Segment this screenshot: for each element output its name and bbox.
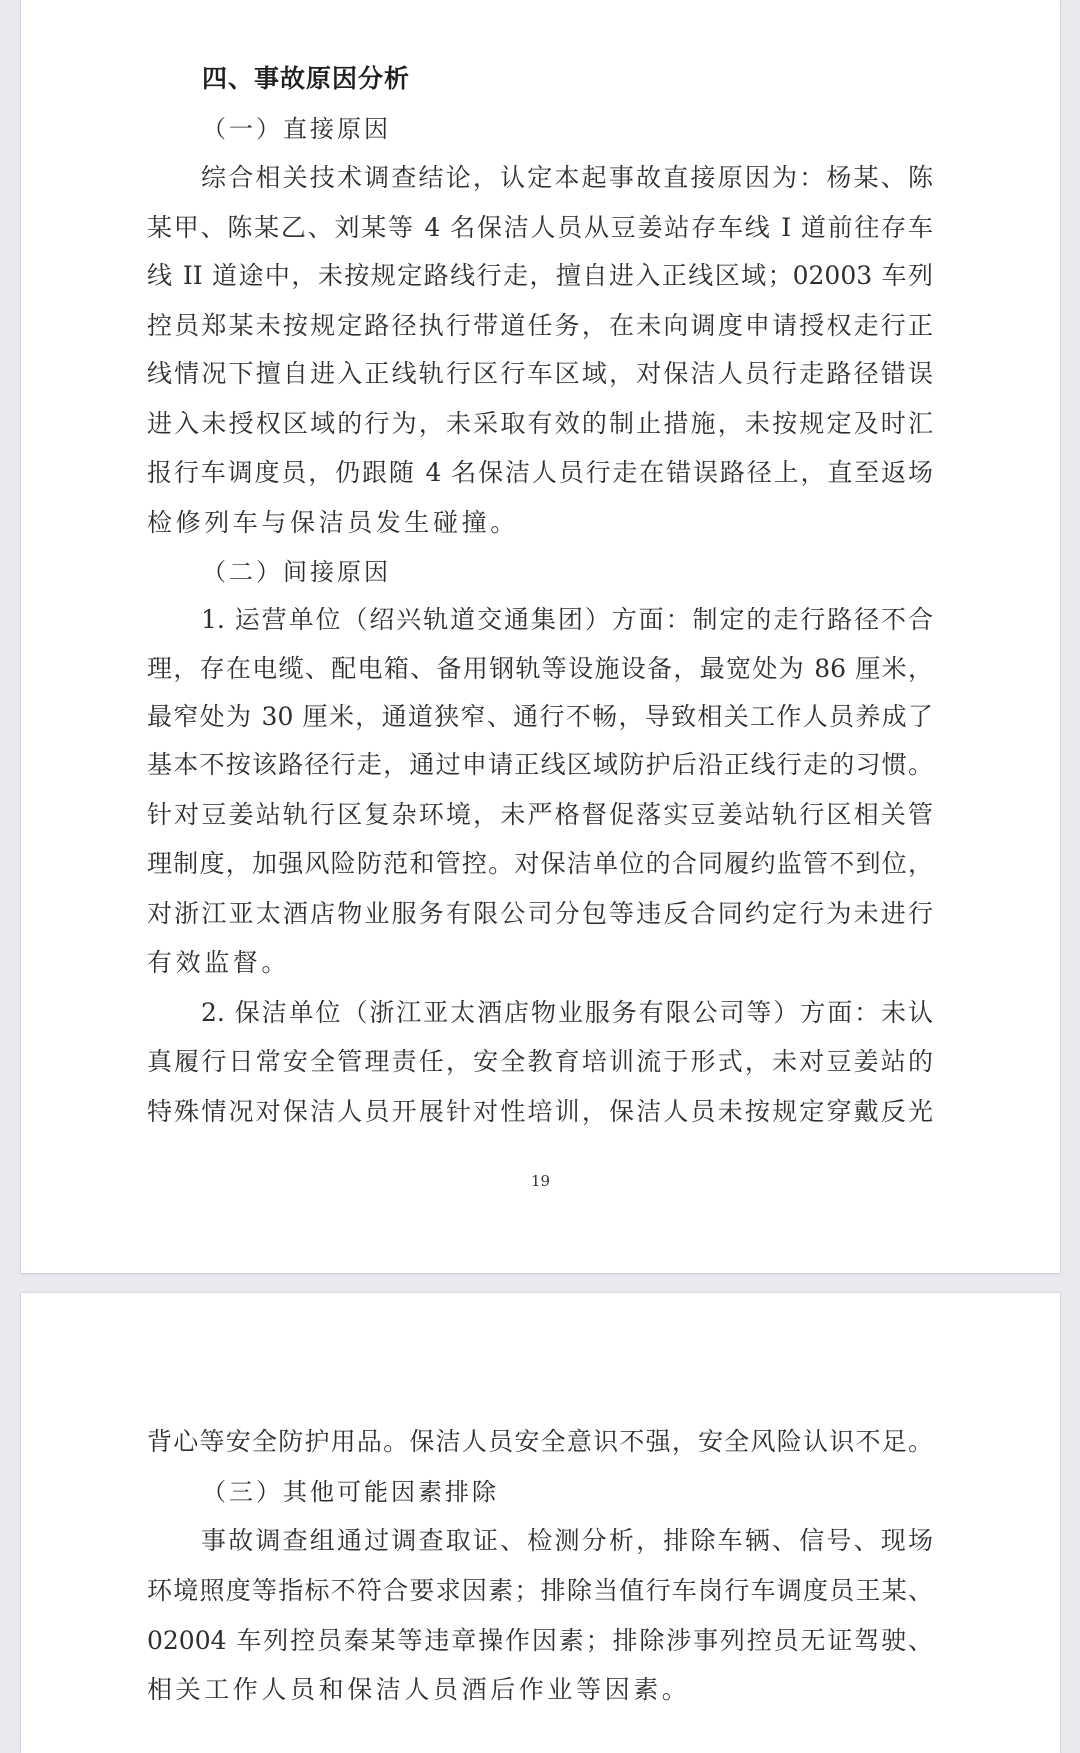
subsection-title-indirect-cause: （二）间接原因 bbox=[202, 558, 391, 586]
paragraph-line: 2. 保洁单位（浙江亚太酒店物业服务有限公司等）方面：未认 bbox=[201, 998, 933, 1027]
paragraph-line: 最窄处为 30 厘米，通道狭窄、通行不畅，导致相关工作人员养成了 bbox=[147, 702, 933, 731]
section-title: 四、事故原因分析 bbox=[202, 64, 411, 93]
paragraph-line: 02004 车列控员秦某等违章操作因素；排除涉事列控员无证驾驶、 bbox=[147, 1626, 933, 1655]
subsection-title-other-factors: （三）其他可能因素排除 bbox=[202, 1478, 499, 1506]
paragraph-line: 线 II 道途中，未按规定路线行走，擅自进入正线区域；02003 车列 bbox=[147, 261, 933, 290]
paragraph-line: 针对豆姜站轨行区复杂环境，未严格督促落实豆姜站轨行区相关管 bbox=[147, 800, 933, 829]
paragraph-line: 环境照度等指标不符合要求因素；排除当值行车岗行车调度员王某、 bbox=[147, 1576, 933, 1605]
paragraph-line: 线情况下擅自进入正线轨行区行车区域，对保洁人员行走路径错误 bbox=[147, 359, 933, 388]
paragraph-line: 真履行日常安全管理责任，安全教育培训流于形式，未对豆姜站的 bbox=[147, 1047, 933, 1076]
paragraph-line: 控员郑某未按规定路径执行带道任务，在未向调度申请授权走行正 bbox=[147, 311, 933, 340]
paragraph-line: 对浙江亚太酒店物业服务有限公司分包等违反合同约定行为未进行 bbox=[147, 899, 933, 928]
document-page-19 bbox=[21, 0, 1060, 1273]
paragraph-line: 有效监督。 bbox=[147, 948, 291, 977]
paragraph-line: 理制度，加强风险防范和管控。对保洁单位的合同履约监管不到位， bbox=[147, 849, 933, 878]
paragraph-line: 特殊情况对保洁人员开展针对性培训，保洁人员未按规定穿戴反光 bbox=[147, 1097, 933, 1126]
paragraph-line: 检修列车与保洁员发生碰撞。 bbox=[147, 508, 519, 537]
paragraph-line: 综合相关技术调查结论，认定本起事故直接原因为：杨某、陈 bbox=[201, 163, 933, 192]
paragraph-line: 某甲、陈某乙、刘某等 4 名保洁人员从豆姜站存车线 I 道前往存车 bbox=[147, 213, 933, 242]
document-page-20 bbox=[21, 1293, 1060, 1753]
page-number: 19 bbox=[530, 1172, 551, 1190]
subsection-title-direct-cause: （一）直接原因 bbox=[202, 115, 391, 143]
paragraph-continuation-line: 背心等安全防护用品。保洁人员安全意识不强，安全风险认识不足。 bbox=[147, 1427, 933, 1456]
paragraph-line: 基本不按该路径行走，通过申请正线区域防护后沿正线行走的习惯。 bbox=[147, 750, 933, 779]
paragraph-line: 1. 运营单位（绍兴轨道交通集团）方面：制定的走行路径不合 bbox=[201, 605, 933, 634]
paragraph-line: 报行车调度员，仍跟随 4 名保洁人员行走在错误路径上，直至返场 bbox=[147, 458, 933, 487]
paragraph-line: 相关工作人员和保洁人员酒后作业等因素。 bbox=[147, 1675, 691, 1704]
paragraph-line: 事故调查组通过调查取证、检测分析，排除车辆、信号、现场 bbox=[201, 1526, 933, 1555]
paragraph-line: 理，存在电缆、配电箱、备用钢轨等设施设备，最宽处为 86 厘米， bbox=[147, 654, 933, 683]
paragraph-line: 进入未授权区域的行为，未采取有效的制止措施，未按规定及时汇 bbox=[147, 409, 933, 438]
